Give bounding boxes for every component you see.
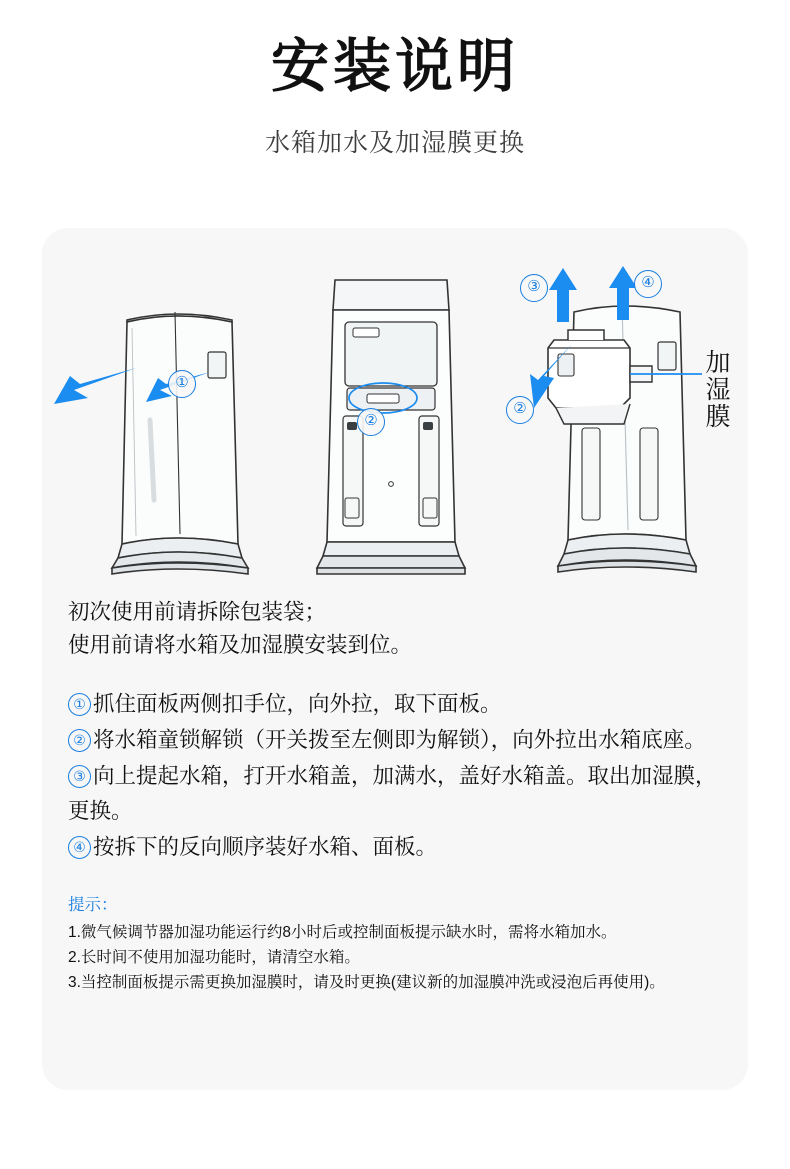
intro-line-2: 使用前请将水箱及加湿膜安装到位。 [68, 633, 413, 658]
tip-item: 3.当控制面板提示需更换加湿膜时，请及时更换(建议新的加湿膜冲洗或浸泡后再使用)。 [68, 973, 665, 991]
callout-1-step1: ① [168, 370, 196, 398]
steps-list [68, 687, 728, 865]
step-number: ③ [68, 765, 91, 788]
tip-item: 2.长时间不使用加湿功能时，请清空水箱。 [68, 948, 360, 966]
instruction-body [68, 596, 728, 995]
part-label-humidifier-membrane: 加湿膜 [705, 349, 731, 431]
callout-3-step4: ④ [634, 270, 662, 298]
page-header [0, 0, 790, 159]
figure-unit-3 [512, 274, 731, 590]
device-open-illustration [297, 270, 487, 590]
step-text: 向上提起水箱，打开水箱盖，加满水，盖好水箱盖。取出加湿膜，更换。 [68, 764, 717, 823]
step-item [68, 759, 728, 828]
step-text: 将水箱童锁解锁（开关拨至左侧即为解锁），向外拉出水箱底座。 [93, 728, 706, 753]
device-front-illustration [72, 282, 282, 592]
page-title: 安装说明 [270, 34, 519, 99]
step-item [68, 687, 728, 721]
figure-group [42, 260, 748, 600]
callout-3-step2: ② [506, 396, 534, 424]
step-text: 按拆下的反向顺序装好水箱、面板。 [93, 835, 438, 860]
intro-line-1: 初次使用前请拆除包装袋； [68, 600, 327, 624]
callout-3-step3: ③ [520, 274, 548, 302]
device-tank-illustration [512, 278, 712, 590]
step-text: 抓住面板两侧扣手位，向外拉，取下面板。 [93, 691, 502, 716]
tip-item: 1.微气候调节器加湿功能运行约8小时后或控制面板提示缺水时，需将水箱加水。 [68, 923, 617, 941]
step-number: ① [68, 693, 91, 716]
step-item [68, 830, 728, 864]
step-number: ④ [68, 836, 91, 859]
page-subtitle: 水箱加水及加湿膜更换 [264, 128, 525, 157]
content-card [42, 228, 748, 1090]
figure-unit-1 [72, 282, 282, 592]
pull-arrow-down-left [528, 340, 576, 416]
lift-arrow-right [608, 266, 638, 322]
pull-arrow-left-outer [44, 360, 140, 416]
tips-block [68, 891, 728, 995]
step-item [68, 723, 728, 757]
intro-block [68, 596, 728, 663]
callout-2-step2: ② [357, 408, 385, 436]
step-number: ② [68, 729, 91, 752]
figure-unit-2 [297, 270, 487, 590]
tips-title: 提示： [68, 895, 118, 914]
lift-arrow-left [548, 268, 578, 324]
